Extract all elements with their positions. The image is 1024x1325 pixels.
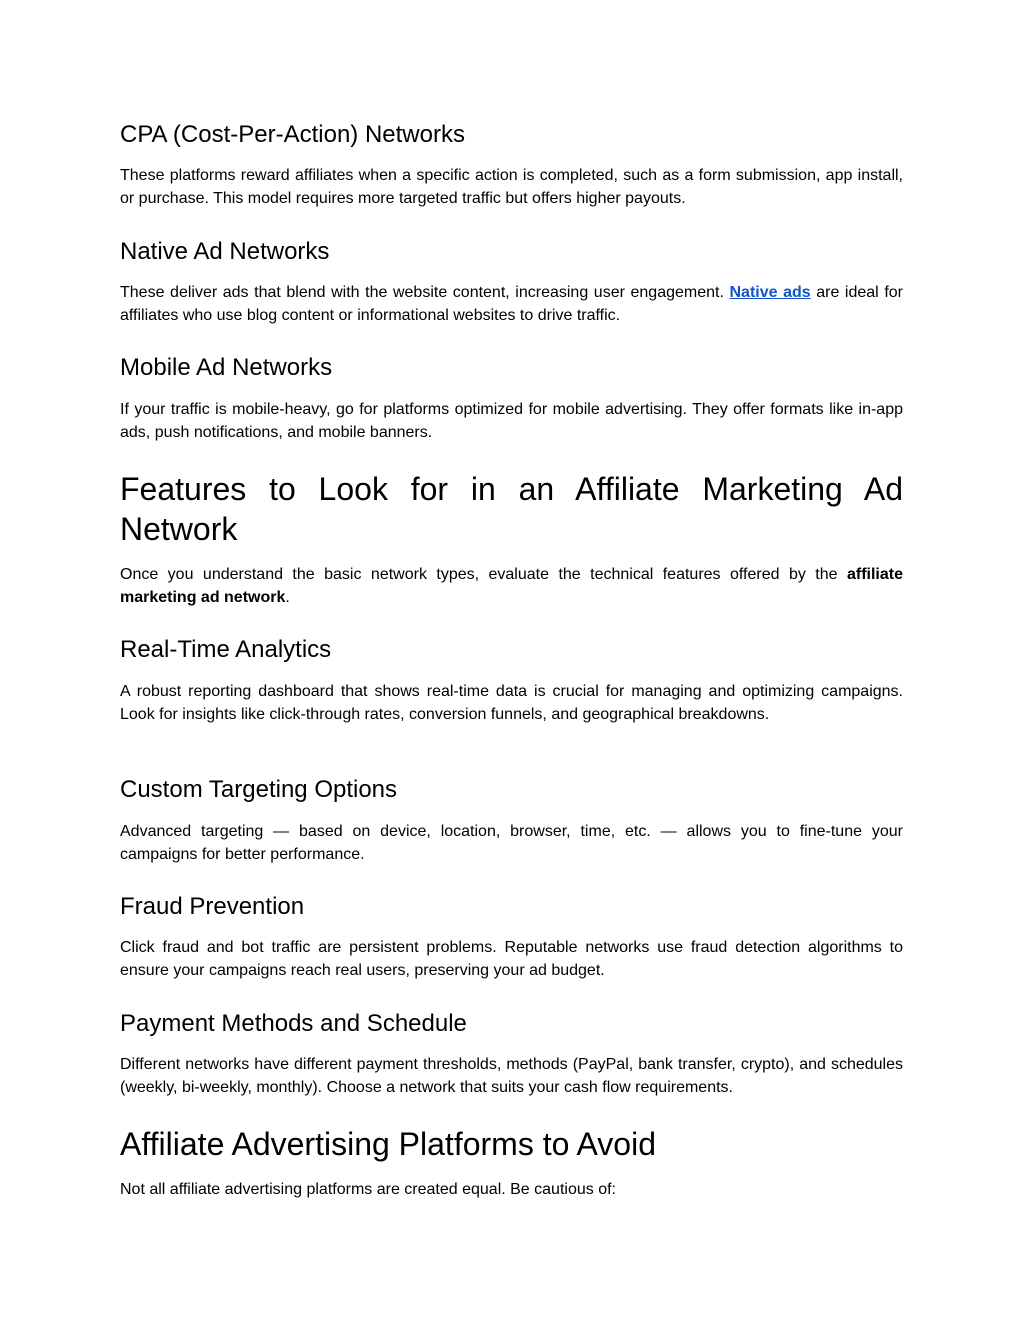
paragraph-fraud-prevention: Click fraud and bot traffic are persistent problems. Reputable networks use fraud detection algorithms to ensure your campaigns reach real users, preserving your ad budget. xyxy=(120,939,903,979)
heading-custom-targeting: Custom Targeting Options xyxy=(120,776,398,803)
paragraph-cpa-networks: These platforms reward affiliates when a specific action is completed, such as a form submission, app install, or purchase. This model requires more targeted traffic but offers higher payouts. xyxy=(120,167,903,207)
heading-payment-methods: Payment Methods and Schedule xyxy=(120,1010,467,1037)
heading-real-time-analytics: Real-Time Analytics xyxy=(120,636,332,663)
paragraph-mobile-ad-networks: If your traffic is mobile-heavy, go for platforms optimized for mobile advertising. They offer formats like in-app ads, push notifications, and mobile banners. xyxy=(120,401,903,441)
heading-fraud-prevention: Fraud Prevention xyxy=(120,893,305,920)
heading-platforms-to-avoid: Affiliate Advertising Platforms to Avoid xyxy=(120,1126,656,1162)
features-text-after: . xyxy=(285,589,290,606)
heading-features-line-2: Network xyxy=(120,511,238,547)
paragraph-custom-targeting: Advanced targeting — based on device, location, browser, time, etc. — allows you to fine-tune your campaigns for better performance. xyxy=(120,823,903,863)
heading-mobile-ad-networks: Mobile Ad Networks xyxy=(120,354,333,381)
heading-cpa-networks: CPA (Cost-Per-Action) Networks xyxy=(120,121,465,148)
features-bold-term: affiliate marketing ad network xyxy=(120,566,903,606)
paragraph-real-time-analytics: A robust reporting dashboard that shows real-time data is crucial for managing and optimizing campaigns. Look for insights like click-through rates, conversion funnels, and geographical breakdowns. xyxy=(120,683,903,723)
features-text-before: Once you understand the basic network types, evaluate the technical features offered by the xyxy=(120,566,847,583)
heading-features-line-1: Features to Look for in an Affiliate Marketing Ad xyxy=(120,471,903,507)
native-text-before: These deliver ads that blend with the website content, increasing user engagement. xyxy=(120,284,730,301)
paragraph-payment-methods: Different networks have different payment thresholds, methods (PayPal, bank transfer, crypto), and schedules (weekly, bi-weekly, monthly). Choose a network that suits your cash flow requirements. xyxy=(120,1056,903,1096)
native-text-after: are ideal for affiliates who use blog content or informational websites to drive traffic. xyxy=(120,284,903,324)
native-ads-link[interactable]: Native ads xyxy=(729,284,811,301)
paragraph-native-ad-networks xyxy=(120,281,903,327)
paragraph-features xyxy=(120,563,903,609)
heading-native-ad-networks: Native Ad Networks xyxy=(120,238,330,265)
paragraph-platforms-to-avoid: Not all affiliate advertising platforms are created equal. Be cautious of: xyxy=(120,1181,616,1198)
